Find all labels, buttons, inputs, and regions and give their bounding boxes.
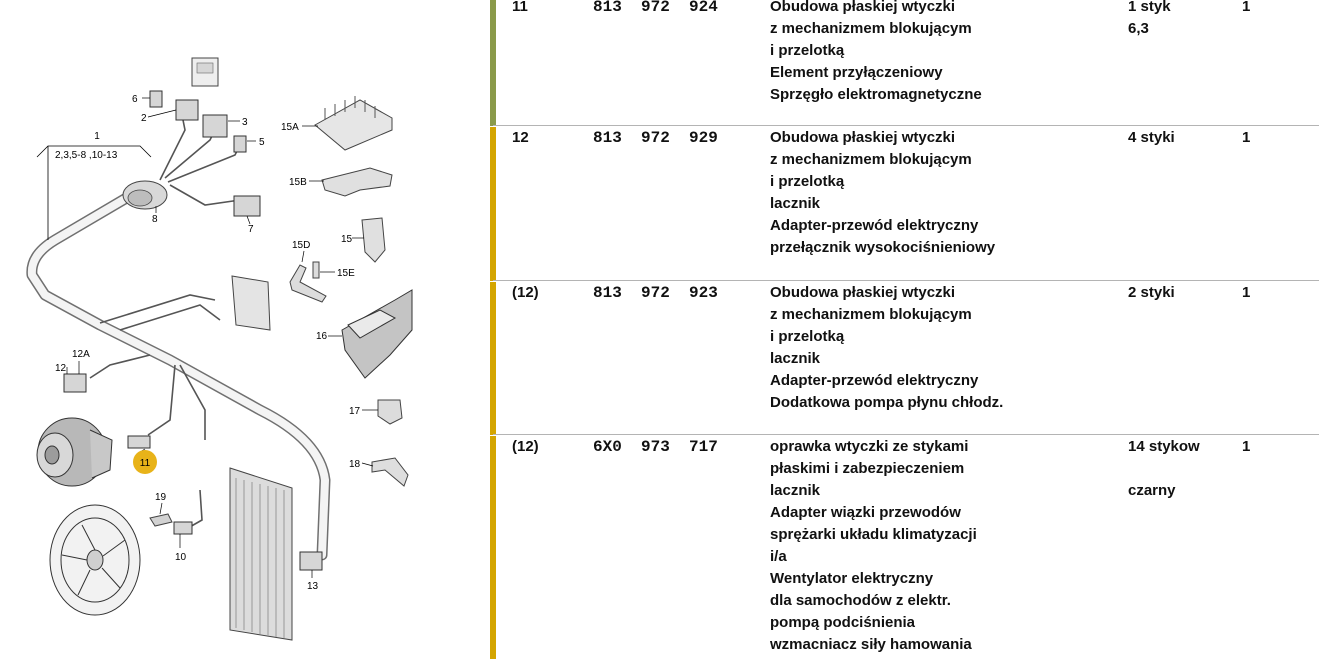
- description-line: lacznik: [770, 482, 821, 499]
- parts-table: [490, 0, 1319, 659]
- label-1: 1: [94, 131, 100, 142]
- relay-box: [192, 58, 218, 86]
- quantity: 1: [1242, 438, 1251, 455]
- row-marker: [490, 436, 496, 659]
- ac-compressor: [37, 418, 112, 486]
- label-15d: 15D: [292, 240, 311, 251]
- cover-16: [342, 290, 412, 378]
- label-12a: 12A: [72, 349, 90, 360]
- grommet: [123, 181, 167, 209]
- parts-row[interactable]: [490, 0, 1319, 126]
- holder-18: [372, 458, 408, 486]
- quantity: 1: [1242, 0, 1251, 15]
- position-number: (12): [512, 284, 539, 301]
- part-description: [770, 282, 1120, 414]
- description-line: Obudowa płaskiej wtyczki: [770, 0, 956, 15]
- part-number: 813 972 923: [593, 284, 718, 302]
- position-number: (12): [512, 438, 539, 455]
- branch-wires: [90, 115, 240, 528]
- position-number: 12: [512, 129, 529, 146]
- label-5: 5: [259, 137, 265, 148]
- note-line: 6,3: [1128, 20, 1149, 37]
- part-note: [1128, 282, 1238, 304]
- bracket-15d: [290, 262, 326, 302]
- description-line: i przelotką: [770, 328, 845, 345]
- parts-row[interactable]: [490, 282, 1319, 435]
- description-line: i/a: [770, 548, 787, 565]
- label-17: 17: [349, 406, 361, 417]
- description-line: i przelotką: [770, 42, 845, 59]
- relay-plate: [315, 96, 392, 150]
- description-line: z mechanizmem blokującym: [770, 151, 972, 168]
- parts-row[interactable]: [490, 436, 1319, 659]
- part-description: [770, 436, 1120, 656]
- parts-row[interactable]: [490, 127, 1319, 281]
- row-divider: [493, 434, 1319, 435]
- label-11: 11: [139, 458, 151, 469]
- label-15e: 15E: [337, 268, 355, 279]
- condenser: [230, 468, 292, 640]
- description-line: z mechanizmem blokującym: [770, 306, 972, 323]
- label-19: 19: [155, 492, 167, 503]
- description-line: sprężarki układu klimatyzacji: [770, 526, 977, 543]
- position-number: 11: [512, 0, 528, 15]
- description-line: lacznik: [770, 350, 821, 367]
- label-16: 16: [316, 331, 328, 342]
- part-number: 813 972 929: [593, 129, 718, 147]
- part-note: [1128, 0, 1238, 40]
- label-6: 6: [132, 94, 138, 105]
- part-number: 6X0 973 717: [593, 438, 718, 456]
- clip-19: [150, 514, 172, 526]
- description-line: Obudowa płaskiej wtyczki: [770, 129, 956, 146]
- label-10: 10: [175, 552, 187, 563]
- label-7: 7: [248, 224, 254, 235]
- note-line: 14 stykow: [1128, 438, 1200, 455]
- description-line: Sprzęgło elektromagnetyczne: [770, 86, 982, 103]
- label-1-sub: 2,3,5-8 ,10-13: [55, 150, 118, 161]
- note-line: 4 styki: [1128, 129, 1175, 146]
- description-line: lacznik: [770, 195, 821, 212]
- description-line: płaskimi i zabezpieczeniem: [770, 460, 965, 477]
- part-number: 813 972 924: [593, 0, 718, 16]
- description-line: Obudowa płaskiej wtyczki: [770, 284, 956, 301]
- quantity: 1: [1242, 284, 1251, 301]
- row-divider: [493, 280, 1319, 281]
- note-line: 2 styki: [1128, 284, 1175, 301]
- radiator-fan: [50, 505, 140, 615]
- description-line: i przelotką: [770, 173, 845, 190]
- label-15: 15: [341, 234, 353, 245]
- clip-15: [362, 218, 385, 262]
- row-divider: [493, 125, 1319, 126]
- description-line: Dodatkowa pompa płynu chłodz.: [770, 394, 1004, 411]
- label-13: 13: [307, 581, 319, 592]
- description-line: Wentylator elektryczny: [770, 570, 934, 587]
- description-line: przełącznik wysokociśnieniowy: [770, 239, 996, 256]
- description-line: Adapter wiązki przewodów: [770, 504, 961, 521]
- note-line: [1128, 458, 1238, 480]
- description-line: wzmacniacz siły hamowania: [770, 636, 972, 653]
- clip-17: [378, 400, 402, 424]
- bracket-15b: [322, 168, 392, 196]
- description-line: pompą podciśnienia: [770, 614, 916, 631]
- description-line: oprawka wtyczki ze stykami: [770, 438, 969, 455]
- description-line: z mechanizmem blokującym: [770, 20, 972, 37]
- part-description: [770, 127, 1120, 259]
- note-line: czarny: [1128, 482, 1176, 499]
- row-marker: [490, 0, 496, 126]
- part-description: [770, 0, 1120, 106]
- description-line: Element przyłączeniowy: [770, 64, 943, 81]
- description-line: Adapter-przewód elektryczny: [770, 217, 979, 234]
- label-18: 18: [349, 459, 361, 470]
- description-line: dla samochodów z elektr.: [770, 592, 951, 609]
- relay-carrier: [232, 276, 270, 330]
- note-line: 1 styk: [1128, 0, 1171, 15]
- label-2: 2: [141, 113, 147, 124]
- label-12: 12: [55, 363, 67, 374]
- parts-diagram: [0, 0, 490, 659]
- part-note: [1128, 436, 1238, 502]
- label-15a: 15A: [281, 122, 299, 133]
- row-marker: [490, 282, 496, 435]
- label-3: 3: [242, 117, 248, 128]
- quantity: 1: [1242, 129, 1251, 146]
- label-8: 8: [152, 214, 158, 225]
- description-line: Adapter-przewód elektryczny: [770, 372, 979, 389]
- row-marker: [490, 127, 496, 281]
- label-15b: 15B: [289, 177, 307, 188]
- part-note: [1128, 127, 1238, 149]
- leader-lines: [67, 98, 378, 578]
